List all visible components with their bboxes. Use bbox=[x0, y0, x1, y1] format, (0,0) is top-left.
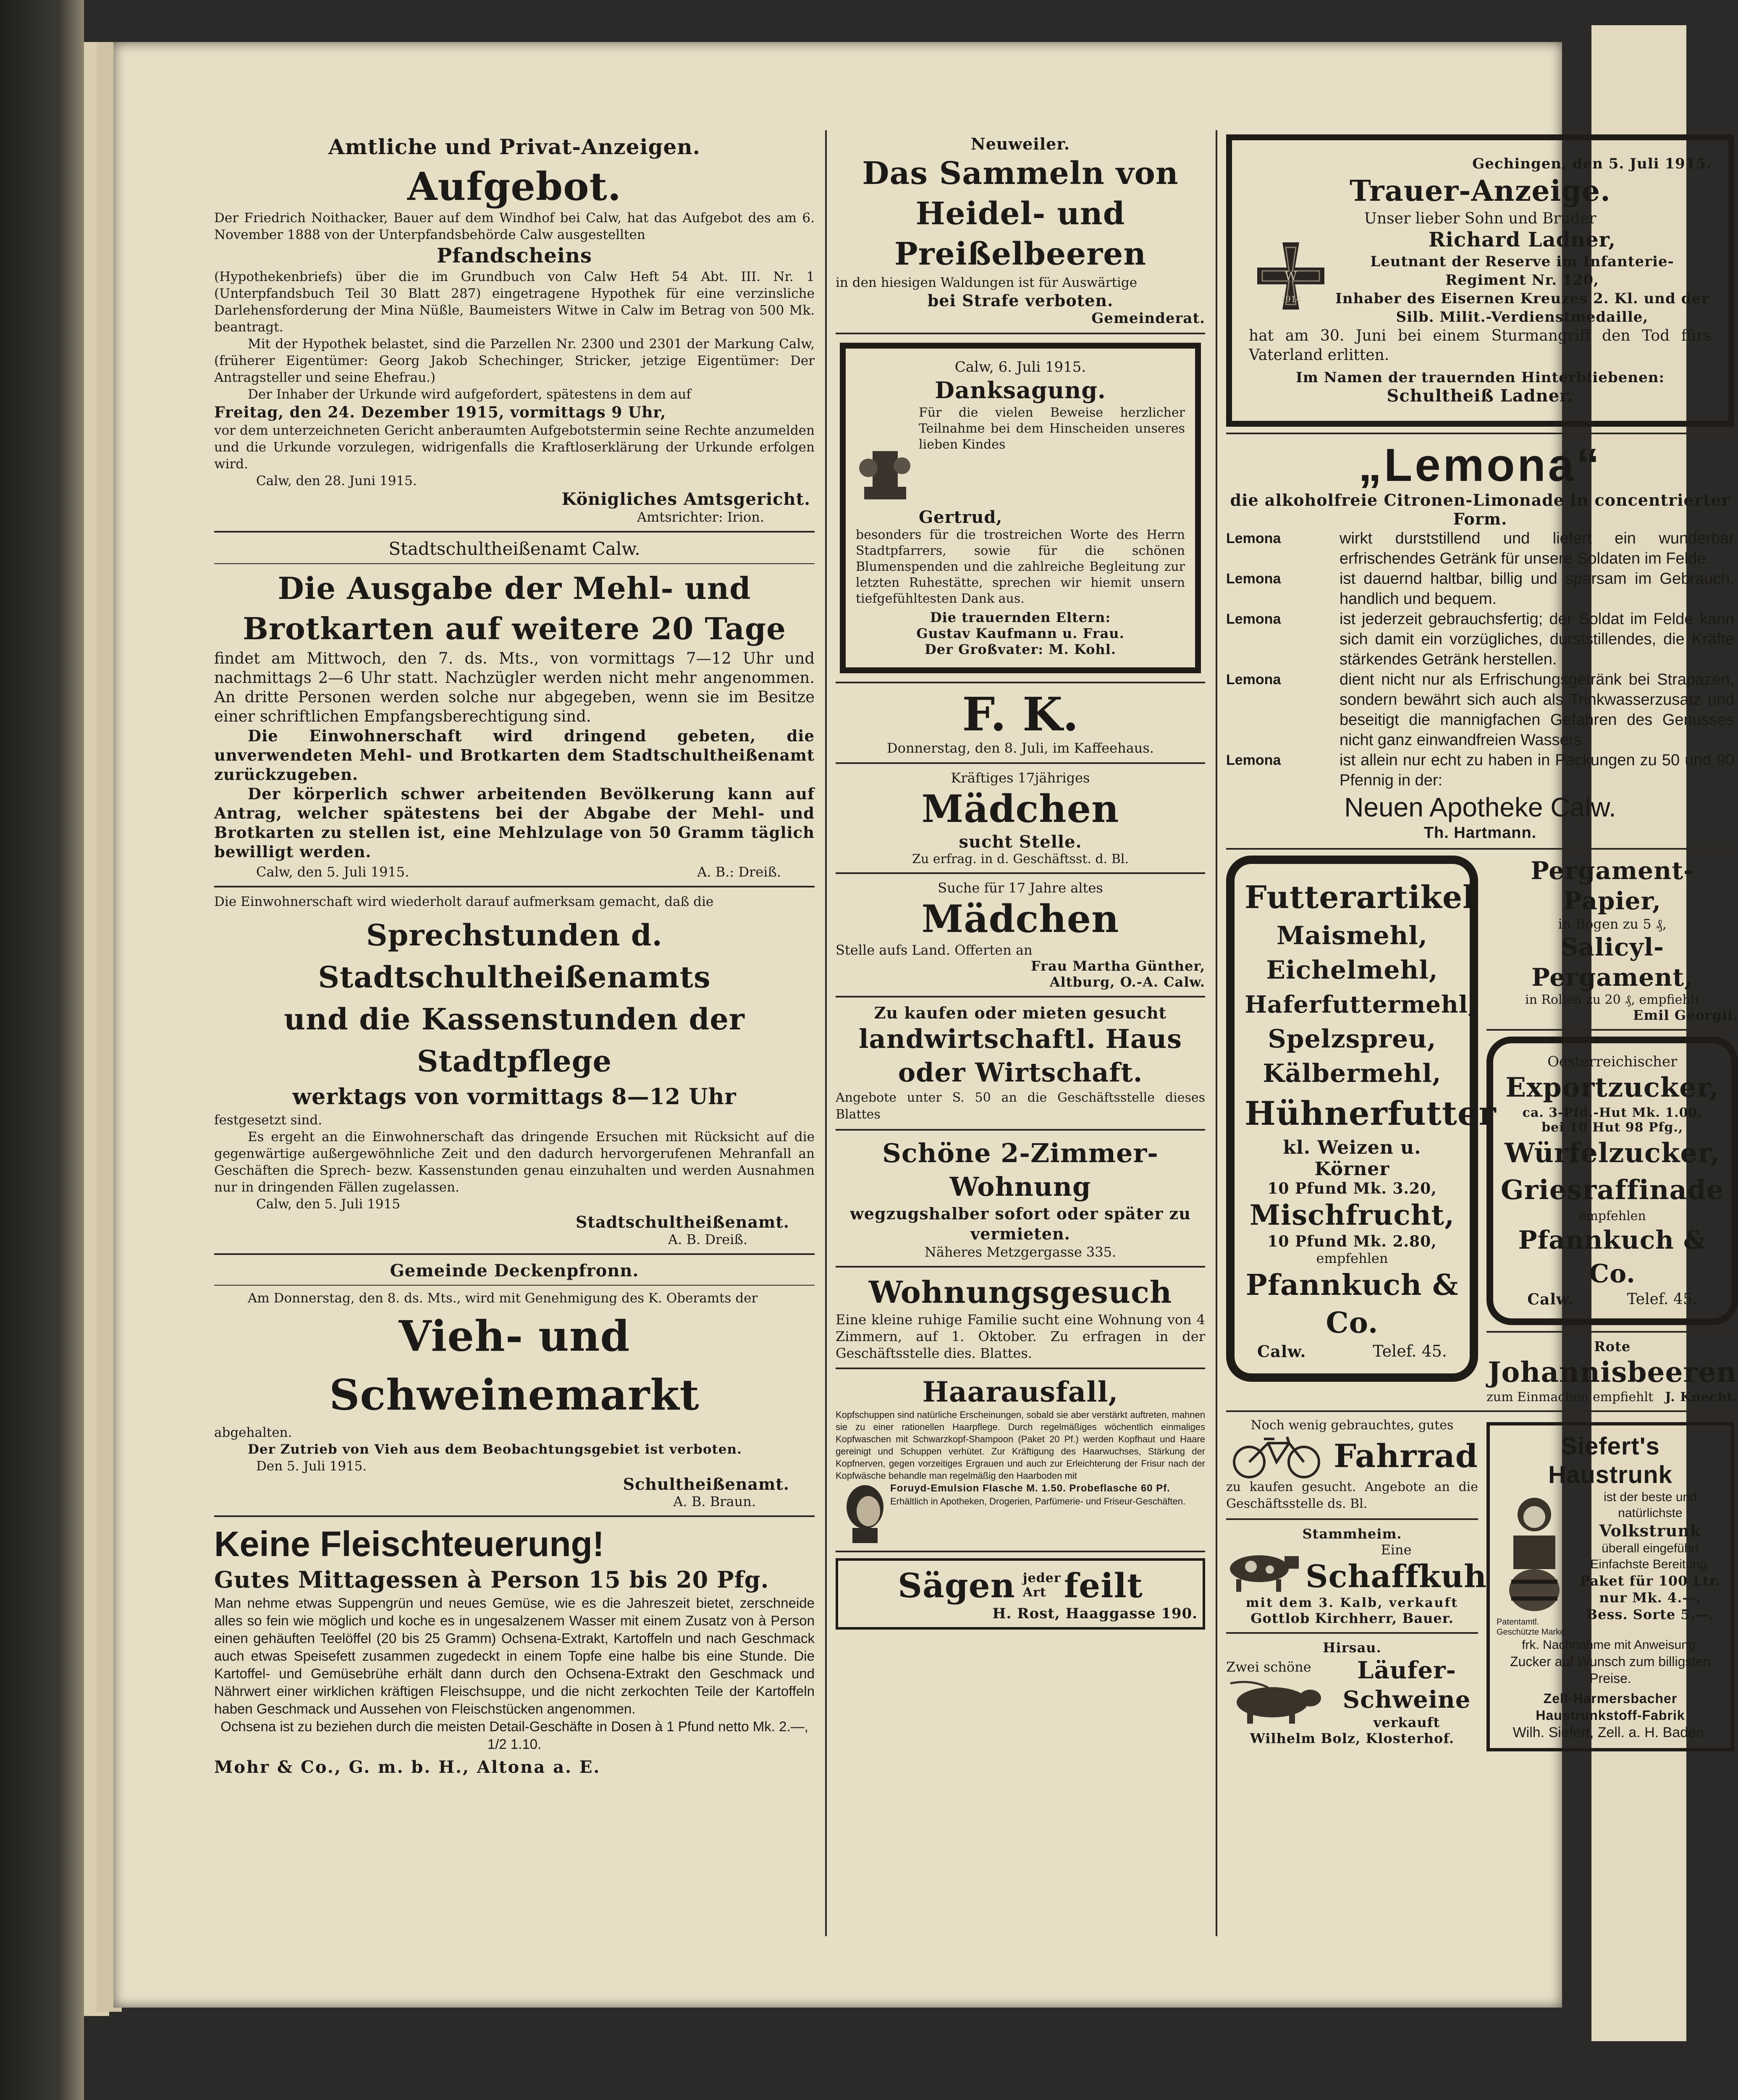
ad-item: Mischfrucht, bbox=[1249, 1199, 1455, 1231]
barrel-man-icon bbox=[1497, 1489, 1572, 1615]
ad-signature: H. Rost, Haaggasse 190. bbox=[992, 1605, 1198, 1622]
notice-text: Es ergeht an die Einwohnerschaft das dringende Ersuchen mit Rücksicht auf die gegenwärtige außergewöhnliche Zeit und den dadurch hervorgerufenen Mehranfall an Geschäften die Sprech- bezw. Kassenstunden genau einzuhalten und werden Ausnahmen nur in dringenden Fällen zugelassen. bbox=[214, 1129, 815, 1195]
notice-text: Der Friedrich Noithacker, Bauer auf dem Windhof bei Calw, hat das Aufgebot des am 6. November 1888 von der Unterpfandsbehörde Calw ausgestellten bbox=[214, 210, 815, 242]
notice-text: abgehalten. bbox=[214, 1425, 292, 1440]
brand-label: Lemona bbox=[1226, 571, 1281, 587]
ad-subtitle: die alkoholfreie Citronen-Limonade in concentrierter Form. bbox=[1230, 491, 1730, 528]
ad-wohnungsgesuch bbox=[836, 1273, 1205, 1362]
divider bbox=[1226, 1518, 1478, 1520]
ad-text: Noch wenig gebrauchtes, gutes bbox=[1250, 1418, 1454, 1433]
ad-title: Danksagung. bbox=[935, 377, 1106, 404]
ad-item: Maismehl, bbox=[1277, 921, 1428, 950]
ad-text: wegzugshalber sofort oder später zu vermieten. bbox=[850, 1204, 1191, 1243]
ad-firm: Wilh. Siefert, Zell. a. H. Baden. bbox=[1513, 1725, 1708, 1740]
notice-viehmarkt bbox=[214, 1261, 815, 1509]
notice-title: Aufgebot. bbox=[407, 164, 621, 209]
ad-city: Calw. bbox=[1527, 1291, 1574, 1308]
pig-icon bbox=[1226, 1675, 1327, 1725]
ad-price: Bess. Sorte 5.—. bbox=[1586, 1606, 1714, 1622]
ad-text: Leutnant der Reserve im Infanterie-Regiment Nr. 120, bbox=[1370, 253, 1674, 289]
divider bbox=[214, 1285, 815, 1286]
ad-text: Stelle aufs Land. Offerten an bbox=[836, 942, 1033, 958]
notice-date: Calw, den 5. Juli 1915. bbox=[256, 864, 409, 880]
woman-profile-icon bbox=[836, 1482, 890, 1545]
ad-text: ist allein nur echt zu haben in Packungen zu 50 und 90 Pfennig in der: bbox=[1340, 751, 1734, 789]
ad-text: Ochsena ist zu beziehen durch die meisten Detail-Geschäfte in Dosen à 1 Pfund netto Mk. 2.—, 1/2 1.10. bbox=[220, 1719, 808, 1752]
divider bbox=[214, 531, 815, 533]
ad-text: hat am 30. Juni bei einem Sturmangriff den Tod fürs Vaterland erlitten. bbox=[1249, 327, 1712, 364]
ad-text: überall eingeführt Einfachste Bereitung. bbox=[1590, 1541, 1710, 1571]
notice-text: Mit der Hypothek belastet, sind die Parzellen Nr. 2300 und 2301 der Markung Calw, (früherer Eigentümer: Georg Jakob Schechinger, Stricker, jetzige Eigentümer: Der Antragsteller und seine Ehefrau.) bbox=[214, 336, 815, 385]
notice-signature: A. B. Dreiß. bbox=[668, 1231, 747, 1247]
ad-text: ist dauernd haltbar, billig und sparsam im Gebrauch, handlich und bequem. bbox=[1340, 570, 1734, 608]
ad-firm: Pfannkuch & Co. bbox=[1245, 1268, 1459, 1340]
ad-text: zum Einmachen empfiehlt bbox=[1486, 1390, 1654, 1404]
ad-lemona bbox=[1226, 440, 1734, 842]
notice-signature: Amtsrichter: Irion. bbox=[637, 509, 764, 525]
divider bbox=[836, 762, 1205, 764]
notice-office: Gemeinde Deckenpfronn. bbox=[390, 1261, 639, 1281]
divider bbox=[836, 333, 1205, 334]
ad-text: dient nicht nur als Erfrischungsgetränk bei Strapazen, sondern bewährt sich auch als Trinkwasserzusatz und beseitigt die mannigfachen Gefahren des Genusses nicht ganz einwandfreien Wassers. bbox=[1340, 671, 1734, 749]
ad-futterartikel bbox=[1226, 856, 1497, 1382]
ad-saegen bbox=[836, 1558, 1205, 1630]
ad-phone: Telef. 45. bbox=[1373, 1342, 1447, 1360]
notice-signature: Schultheißenamt. bbox=[623, 1475, 789, 1494]
ad-title: Siefert's bbox=[1561, 1433, 1660, 1460]
lemona-row bbox=[1226, 528, 1734, 569]
ad-date: Gechingen, den 5. Juli 1915. bbox=[1472, 155, 1712, 172]
notice-text: Der Inhaber der Urkunde wird aufgefordert, spätestens in dem auf bbox=[248, 387, 691, 402]
ad-title: Haustrunk bbox=[1548, 1461, 1672, 1488]
divider bbox=[214, 886, 815, 887]
lemona-row bbox=[1226, 569, 1734, 609]
notice-date: Den 5. Juli 1915. bbox=[256, 1459, 367, 1474]
ad-text: Für die vielen Beweise herzlicher Teilnahme bei dem Hinscheiden unseres lieben Kindes bbox=[919, 405, 1185, 452]
ad-text: Zu erfrag. in d. Geschäftsst. d. Bl. bbox=[912, 852, 1129, 866]
ad-text: ist der beste und natürlichste bbox=[1604, 1490, 1697, 1520]
ad-subtitle: Gutes Mittagessen à Person 15 bis 20 Pfg. bbox=[214, 1566, 769, 1593]
notice-text: Die Einwohnerschaft wird dringend gebeten, die unverwendeten Mehl- und Brotkarten dem Stadtschultheißenamt zurückzugeben. bbox=[214, 727, 815, 784]
notice-date: Calw, den 5. Juli 1915 bbox=[256, 1197, 401, 1212]
notice-text: Die Einwohnerschaft wird wiederholt darauf aufmerksam gemacht, daß die bbox=[214, 894, 714, 909]
notice-signature: Stadtschultheißenamt. bbox=[575, 1213, 789, 1231]
ad-text: Zwei schöne bbox=[1226, 1659, 1311, 1675]
ad-siefert bbox=[1486, 1422, 1734, 1751]
divider bbox=[1486, 1029, 1738, 1031]
ad-title: Mädchen bbox=[921, 897, 1119, 941]
brand-label: Lemona bbox=[1226, 672, 1281, 688]
ad-text: jeder Art bbox=[1022, 1571, 1061, 1600]
divider bbox=[836, 996, 1205, 998]
ad-text: Frau Martha Günther, bbox=[1030, 958, 1205, 974]
ad-price: ca. 3-Pfd.-Hut Mk. 1.00, bbox=[1522, 1105, 1702, 1120]
notice-text: Der Zutrieb von Vieh aus dem Beobachtungsgebiet ist verboten. bbox=[248, 1442, 742, 1457]
ad-title: Griesraffinade bbox=[1501, 1174, 1724, 1206]
ad-text: Donnerstag, den 8. Juli, im Kaffeehaus. bbox=[887, 740, 1154, 756]
notice-text: bei Strafe verboten. bbox=[927, 291, 1114, 310]
ad-title: F. K. bbox=[962, 687, 1079, 741]
ad-text: Inhaber des Eisernen Kreuzes 2. Kl. und der Silb. Milit.-Verdienstmedaille, bbox=[1335, 290, 1709, 326]
ad-text: Eine bbox=[1381, 1542, 1412, 1558]
ad-text: Angebote unter S. 50 an die Geschäftsstelle dieses Blattes bbox=[836, 1090, 1205, 1122]
divider bbox=[836, 1368, 1205, 1369]
divider bbox=[1226, 848, 1734, 850]
notice-title: Sprechstunden d. Stadtschultheißenamts bbox=[318, 918, 711, 995]
ad-title: Wohnungsgesuch bbox=[868, 1274, 1172, 1310]
ad-title: Sägen bbox=[898, 1566, 1015, 1605]
ad-haus bbox=[836, 1003, 1205, 1123]
ad-text: Man nehme etwas Suppengrün und neues Gemüse, wie es die Jahreszeit bietet, zerschneide alles so fein wie möglich und koche es in ungesalzenem Wasser mit einem Zusatz von à Person einen gehäuften Teelöffel (20 bis 25 Gramm) Ochsena-Extrakt, Kartoffeln und nach Geschmack auch etwas Speisefett zusammen zugedeckt in einem Topfe eine halbe bis eine Stunde. Die Kartoffel- und Gemüsebrühe erhält dann durch den Ochsena-Extrakt den Geschmack und Nährwert einer wirklichen kräftigen Fleischsuppe, und die nicht zerkochten Teile der Kartoffeln haben Geschmack und Aussehen von Fleischstücken angenommen. bbox=[214, 1595, 815, 1717]
ad-place: Hirsau. bbox=[1323, 1640, 1381, 1656]
ad-date: Calw, 6. Juli 1915. bbox=[954, 359, 1086, 375]
divider bbox=[836, 1266, 1205, 1268]
ad-schaffkuh bbox=[1226, 1526, 1487, 1626]
ad-pergament bbox=[1486, 856, 1738, 1023]
ad-signature: Wilhelm Bolz, Klosterhof. bbox=[1250, 1730, 1455, 1746]
ad-item: Spelzspreu, bbox=[1268, 1024, 1437, 1054]
ad-item: Eichelmehl, bbox=[1266, 956, 1438, 985]
notice-date-bold: Freitag, den 24. Dezember 1915, vormittags 9 Uhr, bbox=[214, 404, 666, 421]
cow-icon bbox=[1217, 1544, 1301, 1594]
brand-label: Lemona bbox=[1226, 530, 1281, 546]
ad-ochsena bbox=[214, 1523, 815, 1777]
ad-text: Näheres Metzgergasse 335. bbox=[924, 1244, 1117, 1260]
notice-text: festgesetzt sind. bbox=[214, 1113, 322, 1128]
ad-text: Erhältlich in Apotheken, Drogerien, Parfümerie- und Friseur-Geschäften. bbox=[890, 1496, 1186, 1507]
ad-text: Altburg, O.-A. Calw. bbox=[1049, 974, 1205, 990]
ad-text: Zu kaufen oder mieten gesucht bbox=[874, 1003, 1167, 1022]
ad-text: kl. Weizen u. Körner bbox=[1283, 1137, 1421, 1180]
section-header: Amtliche und Privat-Anzeigen. bbox=[328, 134, 700, 159]
brand-label: Lemona bbox=[1226, 611, 1281, 627]
notice-text: Am Donnerstag, den 8. ds. Mts., wird mit Genehmigung des K. Oberamts der bbox=[248, 1291, 758, 1306]
divider bbox=[1226, 1632, 1478, 1634]
iron-cross-icon bbox=[1253, 238, 1329, 314]
ad-title: Würfelzucker, bbox=[1505, 1137, 1720, 1169]
divider bbox=[1226, 433, 1734, 434]
ad-firm: Mohr & Co., G. m. b. H., Altona a. E. bbox=[214, 1757, 601, 1777]
notice-title: Vieh- und Schweinemarkt bbox=[329, 1311, 700, 1420]
ad-wohnung bbox=[836, 1137, 1205, 1260]
ad-text: Foruyd-Emulsion Flasche M. 1.50. Probeflasche 60 Pf. bbox=[890, 1483, 1170, 1494]
divider bbox=[1226, 1410, 1734, 1412]
ad-title: Hühnerfutter bbox=[1245, 1095, 1497, 1133]
grave-icon bbox=[856, 443, 915, 506]
notice-office: Stadtschultheißenamt Calw. bbox=[388, 538, 640, 559]
ad-signature: Emil Georgii. bbox=[1633, 1007, 1738, 1023]
ad-title: Schöne 2-Zimmer-Wohnung bbox=[882, 1138, 1159, 1202]
ad-title: landwirtschaftl. Haus oder Wirtschaft. bbox=[858, 1024, 1182, 1088]
ad-haarausfall bbox=[836, 1375, 1205, 1545]
ad-trauer bbox=[1226, 134, 1734, 427]
ad-price: bei 10 Hut 98 Pfg., bbox=[1541, 1120, 1683, 1135]
divider bbox=[836, 1551, 1205, 1552]
notice-signature: A. B.: Dreiß. bbox=[697, 864, 781, 880]
ad-text: verkauft bbox=[1373, 1714, 1440, 1730]
ad-title: Trauer-Anzeige. bbox=[1350, 174, 1611, 208]
ad-text: Rote bbox=[1594, 1339, 1631, 1354]
ad-text: in Rollen zu 20 ₰, empfiehlt bbox=[1525, 992, 1700, 1007]
ad-text: Eine kleine ruhige Familie sucht eine Wohnung von 4 Zimmern, auf 1. Oktober. Zu erfragen in der Geschäftsstelle dies. Blattes. bbox=[836, 1312, 1205, 1361]
divider bbox=[214, 563, 815, 564]
notice-place: Neuweiler. bbox=[970, 134, 1070, 153]
ad-item: Kälbermehl, bbox=[1263, 1059, 1442, 1088]
cross-year: 1914 bbox=[1280, 294, 1302, 304]
cross-letter: W bbox=[1284, 269, 1297, 283]
ad-text: empfehlen bbox=[1316, 1250, 1388, 1266]
newspaper-page bbox=[113, 42, 1738, 2008]
ad-signature: Gustav Kaufmann u. Frau. bbox=[916, 625, 1125, 641]
ad-price: 10 Pfund Mk. 3.20, bbox=[1267, 1180, 1437, 1197]
ad-text: Im Namen der trauernden Hinterbliebenen: bbox=[1295, 369, 1665, 386]
divider bbox=[836, 872, 1205, 874]
ad-text: ist jederzeit gebrauchsfertig; der Soldat im Felde kann sich damit ein vorzügliches, durststillendes, die Kräfte stärkendes Getränk herstellen. bbox=[1340, 610, 1734, 668]
bicycle-icon bbox=[1226, 1433, 1327, 1479]
ad-maedchen-1 bbox=[836, 770, 1205, 866]
notice-text: (Hypothekenbriefs) über die im Grundbuch von Calw Heft 54 Abt. III. Nr. 1 (Unterpfandsbuch Teil 30 Blatt 287) eingetragene Hypothek für eine verzinsliche Darlehensforderung der Mina Nüßle, Baumeisters Witwe in Calw im Betrag von 500 Mk. beantragt. bbox=[214, 269, 815, 335]
column-middle bbox=[836, 134, 1205, 1630]
ad-place: Stammheim. bbox=[1302, 1526, 1402, 1542]
ad-title: Haarausfall, bbox=[922, 1376, 1119, 1408]
notice-sprechstunden bbox=[214, 893, 815, 1247]
ad-text: sucht Stelle. bbox=[959, 832, 1082, 852]
divider bbox=[836, 1129, 1205, 1131]
notice-signature: A. B. Braun. bbox=[673, 1494, 756, 1509]
ad-signature: Der Großvater: M. Kohl. bbox=[925, 641, 1116, 657]
column-left bbox=[214, 134, 815, 1777]
divider bbox=[214, 1515, 815, 1517]
notice-date: Calw, den 28. Juni 1915. bbox=[256, 473, 417, 488]
notice-title: Das Sammeln von Heidel- und Preißelbeeren bbox=[862, 155, 1179, 272]
ad-laeuferschweine bbox=[1226, 1640, 1478, 1746]
ad-phone: Telef. 45. bbox=[1627, 1291, 1698, 1308]
ad-title: Mädchen bbox=[921, 787, 1119, 831]
ad-title: Salicyl-Pergament, bbox=[1531, 933, 1693, 992]
ad-title: Futterartikel bbox=[1245, 879, 1475, 916]
ad-danksagung bbox=[840, 343, 1201, 673]
notice-text: vor dem unterzeichneten Gericht anberaumten Aufgebotstermin seine Rechte anzumelden und die Urkunde vorzulegen, widrigenfalls die Kraftloserklärung der Urkunde erfolgen wird. bbox=[214, 423, 815, 472]
ad-text: frk. Nachnahme mit Anweisung. bbox=[1522, 1638, 1699, 1652]
scan-background-left bbox=[0, 0, 84, 2100]
ad-text: Zucker auf Wunsch zum billigsten Preise. bbox=[1510, 1654, 1711, 1686]
ad-text: Kopfschuppen sind natürliche Erscheinungen, sobald sie aber verstärkt auftreten, mahnen sie zu einer rationellen Haarpflege. Durch regelmäßiges wöchentlich einmaliges Kopfwaschen mit Schwarzkopf-Shampoon (Paket 20 Pf.) werden Kopfhaut und Haare gereinigt und Schuppen verhütet. Zur Kräftigung des Haarwuchses, Stärkung der Kopfnerven, gegen vorzeitiges Ergrauen und auch zur Erleichterung der Frisur nach der Kopfwäsche behandle man regelmäßig den Haarboden mit bbox=[836, 1410, 1205, 1481]
ad-text: empfehlen bbox=[1578, 1209, 1646, 1223]
ad-title: Läufer-Schweine bbox=[1342, 1656, 1471, 1714]
ad-title: Schaffkuh bbox=[1305, 1559, 1487, 1595]
notice-text: Der körperlich schwer arbeitenden Bevölkerung kann auf Antrag, welcher spätestens bei der Abgabe der Mehl- und Brotkarten zu stellen ist, eine Mehlzulage von 50 Gramm täglich bewilligt werden. bbox=[214, 785, 815, 861]
ad-text: mit dem 3. Kalb, verkauft bbox=[1245, 1596, 1459, 1610]
divider bbox=[1486, 1331, 1738, 1333]
notice-brotkarten bbox=[214, 538, 815, 880]
ad-text: Oesterreichischer bbox=[1547, 1053, 1678, 1070]
ad-title: feilt bbox=[1064, 1566, 1143, 1605]
notice-signature: Königliches Amtsgericht. bbox=[561, 489, 810, 509]
ad-maedchen-2 bbox=[836, 880, 1205, 990]
ad-signature: Die trauernden Eltern: bbox=[930, 609, 1111, 625]
notice-text: in den hiesigen Waldungen ist für Auswärtige bbox=[836, 275, 1138, 290]
ad-name: Richard Ladner, bbox=[1428, 228, 1616, 252]
ad-trademark: Patentamtl. Geschützte Marke. bbox=[1497, 1617, 1567, 1637]
ad-signature: J. Knecht. bbox=[1665, 1390, 1738, 1404]
notice-subtitle: Pfandscheins bbox=[436, 244, 592, 268]
ad-title: „Lemona“ bbox=[1358, 439, 1602, 491]
notice-signature: Gemeinderat. bbox=[1091, 310, 1205, 327]
ad-exportzucker bbox=[1486, 1037, 1738, 1325]
ad-signature: Schultheiß Ladner. bbox=[1387, 386, 1574, 406]
ad-owner: Th. Hartmann. bbox=[1423, 824, 1537, 842]
ad-text: Volkstrunk bbox=[1599, 1521, 1701, 1540]
ad-price: Paket für 100 Ltr. nur Mk. 4.—. bbox=[1580, 1573, 1721, 1606]
ad-firm: Neuen Apotheke Calw. bbox=[1344, 792, 1616, 822]
ad-firm: Zell-Harmersbacher Haustrunkstoff-Fabrik bbox=[1536, 1691, 1685, 1723]
notice-title: Die Ausgabe der Mehl- und Brotkarten auf weitere 20 Tage bbox=[243, 570, 786, 646]
ad-text: in Bogen zu 5 ₰, bbox=[1558, 916, 1667, 932]
ad-text: wirkt durststillend und liefert ein wunderbar erfrischendes Getränk für unsere Soldaten im Felde. bbox=[1340, 530, 1734, 567]
ad-title: Johannisbeeren bbox=[1488, 1356, 1737, 1389]
ad-firm: Pfannkuch & Co. bbox=[1518, 1226, 1707, 1289]
notice-text: findet am Mittwoch, den 7. ds. Mts., von vormittags 7—12 Uhr und nachmittags 2—6 Uhr statt. Nachzügler werden nicht mehr angenommen. An dritte Personen werden solche nur abgegeben, wenn sie im Besitze einer schriftlichen Empfangsberechtigung sind. bbox=[214, 649, 815, 725]
lemona-row bbox=[1226, 609, 1734, 669]
notice-title: und die Kassenstunden der Stadtpflege bbox=[284, 1002, 745, 1079]
ad-signature: Gottlob Kirchherr, Bauer. bbox=[1250, 1610, 1454, 1626]
ad-text: Kräftiges 17jähriges bbox=[951, 770, 1090, 786]
ad-text: besonders für die trostreichen Worte des Herrn Stadtpfarrers, sowie für die schönen Blumenspenden und die zahlreiche Begleitung zur letzten Ruhestätte, sprechen wir hiemit unsern tiefgefühltesten Dank aus. bbox=[856, 528, 1185, 606]
ad-city: Calw. bbox=[1257, 1342, 1306, 1361]
notice-subtitle: werktags von vormittags 8—12 Uhr bbox=[292, 1084, 737, 1110]
ad-price: 10 Pfund Mk. 2.80, bbox=[1267, 1233, 1437, 1250]
divider bbox=[836, 682, 1205, 683]
ad-item: Haferfuttermehl, bbox=[1245, 991, 1477, 1018]
ad-text: Suche für 17 Jahre altes bbox=[938, 880, 1103, 896]
ad-title: Fahrrad bbox=[1334, 1437, 1478, 1475]
ad-title: Keine Fleischteuerung! bbox=[214, 1524, 604, 1564]
notice-neuweiler bbox=[836, 134, 1205, 327]
lemona-row bbox=[1226, 669, 1734, 750]
divider bbox=[214, 1253, 815, 1255]
lemona-row bbox=[1226, 750, 1734, 790]
ad-text: zu kaufen gesucht. Angebote an die Geschäftsstelle ds. Bl. bbox=[1226, 1480, 1478, 1511]
notice-aufgebot bbox=[214, 163, 815, 525]
brand-label: Lemona bbox=[1226, 752, 1281, 768]
ad-fahrrad bbox=[1226, 1418, 1478, 1512]
column-rule bbox=[1216, 130, 1217, 1936]
ad-johannisbeeren bbox=[1486, 1339, 1738, 1404]
ad-title: Pergament-Papier, bbox=[1531, 856, 1694, 915]
ad-fk bbox=[836, 689, 1205, 756]
ad-text: Unser lieber Sohn und Bruder bbox=[1364, 210, 1596, 227]
ad-title: Exportzucker, bbox=[1505, 1072, 1720, 1103]
column-right bbox=[1226, 134, 1738, 1751]
column-rule bbox=[825, 130, 827, 1936]
ad-name: Gertrud, bbox=[919, 507, 1003, 527]
